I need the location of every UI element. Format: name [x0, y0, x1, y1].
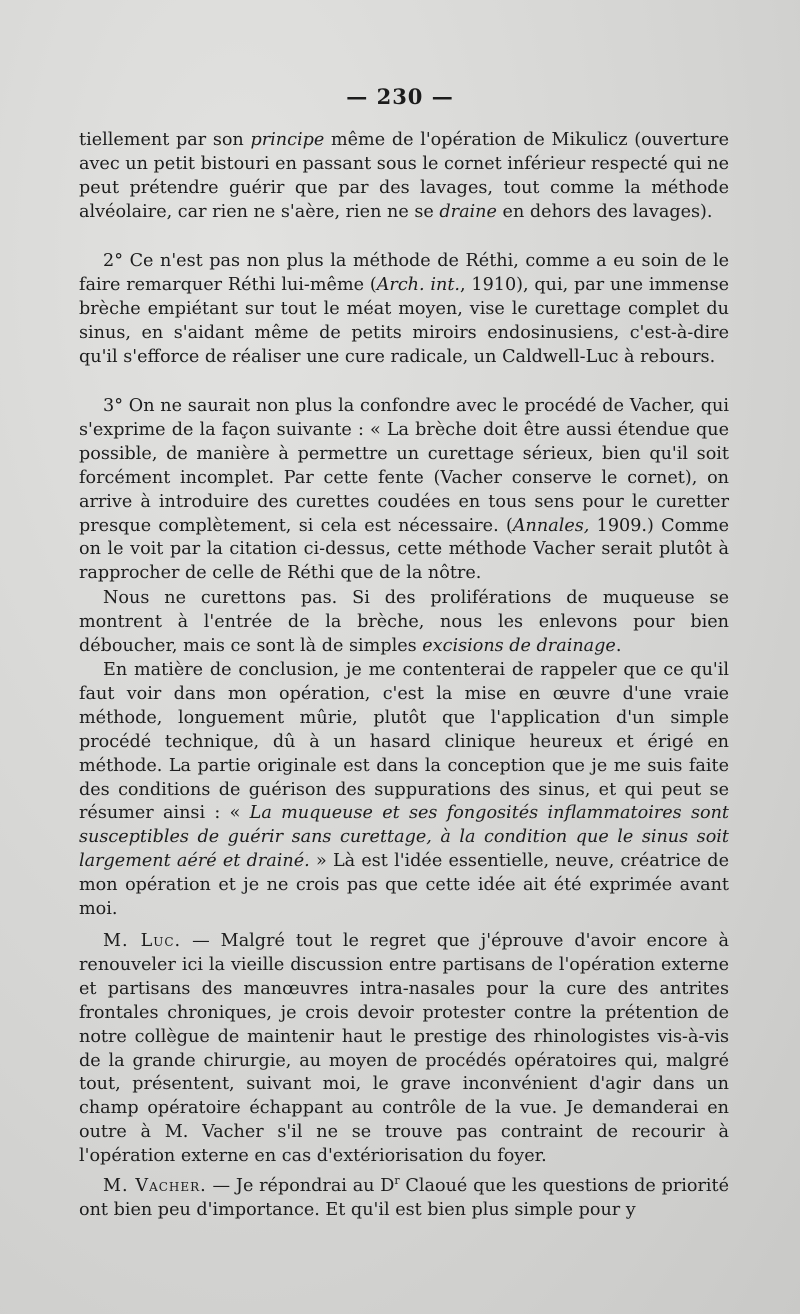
superscript-r: r [394, 1174, 400, 1188]
citation-annales: Annales, [512, 515, 590, 536]
paragraph-continuation: tiellement par son principe même de l'opération de Mikulicz (ouverture avec un petit bistouri en passant sous le cornet inférieur respecté qui ne peut prétendre guérir que par des lavages, tout comme la méthode alvéolaire, car rien ne s'aère, rien ne se draine en dehors des lavages). [79, 130, 729, 222]
emphasis-excisions: excisions de drainage [422, 635, 616, 656]
paragraph-vacher-procedure: 3° On ne saurait non plus la confondre avec le procédé de Vacher, qui s'exprime de la façon suivante : « La brèche doit être aussi étendue que possible, de manière à permettre un curettage sérieux, bien qu'il soit forcément incomplet. Par cette fente (Vacher conserve le cornet), on arrive à introduire des curettes coudées en tous sens pour le curetter presque complètement, si cela est nécessaire. (Annales, 1909.) Comme on le voit par la citation ci-dessus, cette méthode Vacher serait plutôt à rapprocher de celle de Réthi que de la nôtre. [79, 396, 730, 584]
page-number: — 230 — [346, 84, 454, 109]
paragraph-rethi: 2° Ce n'est pas non plus la méthode de Réthi, comme a eu soin de le faire remarquer Réthi lui-même (Arch. int., 1910), qui, par une immense brèche empiétant sur tout le méat moyen, vise le curettage complet du sinus, en s'aidant même de petits miroirs endosinusiens, c'est-à-dire qu'il s'efforce de réaliser une cure radicale, un Caldwell-Luc à rebours. [79, 251, 730, 367]
emphasis-principe: principe [250, 130, 325, 150]
quoted-principle: La muqueuse et ses fongosités inflammatoires sont susceptibles de guérir sans curettage, à la condition que le sinus soit largement aéré et drainé. [79, 803, 729, 872]
speaker-vacher: M. Vacher. [103, 1176, 207, 1196]
paragraph-luc: M. Luc. — Malgré tout le regret que j'éprouve d'avoir encore à renouveler ici la vieille discussion entre partisans de l'opération externe et partisans des manœuvres intra-nasales pour la cure des antrites frontales chroniques, je crois devoir protester contre la prétention de notre collègue de maintenir haut le prestige des rhinologistes vis-à-vis de la grande chirurgie, au moyen de procédés opératoires qui, malgré tout, présentent, suivant moi, le grave inconvénient d'agir dans un champ opératoire échappant au contrôle de la vue. Je demanderai en outre à M. Vacher s'il ne se trouve pas contraint de recourir à l'opération externe en cas d'extériorisation du foyer. [79, 931, 729, 1167]
paragraph-no-curettage: Nous ne curettons pas. Si des proliférations de muqueuse se montrent à l'entrée de la brèche, nous les enlevons pour bien déboucher, mais ce sont là de simples excisions de drainage. [79, 588, 729, 656]
citation-arch-int: Arch. int. [376, 274, 461, 295]
speaker-luc: M. Luc. [103, 931, 182, 951]
paragraph-vacher-reply: M. Vacher. — Je répondrai au $D^r$ Claoué que les questions de priorité ont bien peu d'importance. Et qu'il est bien plus simple pour y [79, 1174, 729, 1220]
paragraph-conclusion: En matière de conclusion, je me contenterai de rappeler que ce qu'il faut voir dans mon opération, c'est la mise en œuvre d'une vraie méthode, longuement mûrie, plutôt que l'application d'un simple procédé technique, dû à un hasard clinique heureux et érigé en méthode. La partie originale est dans la conception que je me suis faite des conditions de guérison des suppurations des sinus, et qui peut se résumer ainsi : « La muqueuse et ses fongosités inflammatoires sont susceptibles de guérir sans curettage, à la condition que le sinus soit largement aéré et drainé. » Là est l'idée essentielle, neuve, créatrice de mon opération et je ne crois pas que cette idée ait été exprimée avant moi. [79, 660, 729, 920]
emphasis-draine: draine [439, 201, 497, 222]
